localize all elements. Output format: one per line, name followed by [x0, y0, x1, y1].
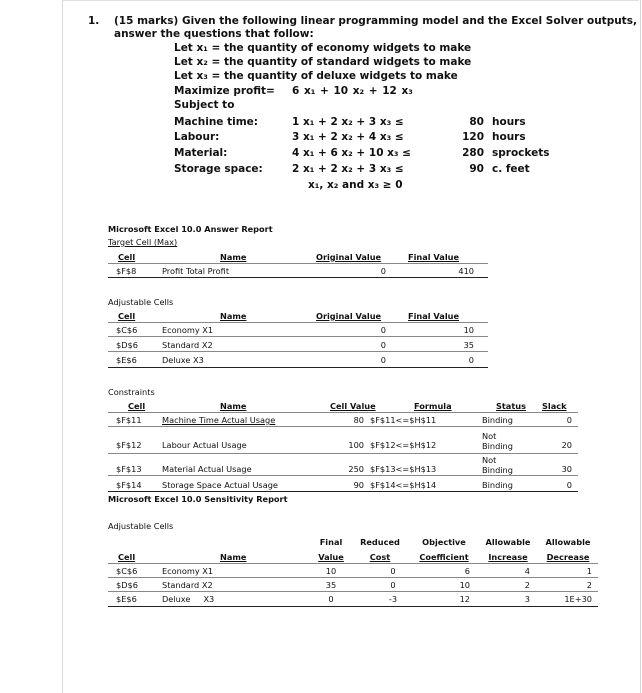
objective-label: Maximize profit	[174, 85, 267, 97]
row-rule	[108, 577, 598, 578]
con-header-slack: Slack	[542, 401, 567, 411]
constraint-label-material: Material:	[174, 147, 228, 159]
con-row-name: Material Actual Usage	[162, 464, 252, 474]
sens-row-objective: 10	[459, 580, 470, 590]
sens-adjustable-title: Adjustable Cells	[108, 521, 174, 531]
adj-row-cell: $D$6	[116, 340, 138, 350]
adj-header-rule	[108, 322, 488, 323]
con-row-status: Binding	[482, 480, 513, 490]
con-row-cell: $F$11	[116, 415, 142, 425]
page-top-border	[62, 0, 639, 1]
sens-row-reduced: 0	[390, 566, 396, 576]
target-header-final: Final Value	[408, 252, 460, 262]
sens-header-objective-2: Coefficient	[419, 552, 469, 562]
constraint-expr-machine: 1 x₁ + 2 x₂ + 3 x₃ ≤	[292, 116, 404, 128]
non-negativity: x₁, x₂ and x₃ ≥ 0	[308, 179, 403, 191]
con-row-name: Storage Space Actual Usage	[162, 480, 278, 490]
sensitivity-report-title: Microsoft Excel 10.0 Sensitivity Report	[108, 494, 288, 504]
sens-row-name: Economy X1	[162, 566, 214, 576]
sens-row-name: Standard X2	[162, 580, 213, 590]
constraint-expr-labour: 3 x₁ + 2 x₂ + 4 x₃ ≤	[292, 131, 404, 143]
con-row-cell: $F$13	[116, 464, 142, 474]
con-row-value: 90	[353, 480, 364, 490]
constraint-unit-machine: hours	[492, 116, 526, 128]
sens-header-objective-1: Objective	[422, 537, 466, 547]
target-row-final: 410	[458, 266, 474, 276]
con-row-cell: $F$14	[116, 480, 142, 490]
con-row-value: 250	[348, 464, 364, 474]
sens-row-decrease: 1	[586, 566, 592, 576]
con-row-formula: $F$12<=$H$12	[370, 440, 437, 450]
con-header-cell: Cell	[128, 401, 146, 411]
constraint-unit-material: sprockets	[492, 147, 550, 159]
sens-header-final-2: Value	[318, 552, 344, 562]
constraints-title: Constraints	[108, 387, 155, 397]
adj-row-cell: $E$6	[116, 355, 137, 365]
sens-header-cell: Cell	[118, 552, 136, 562]
con-row-name: Labour Actual Usage	[162, 440, 247, 450]
row-rule	[108, 426, 578, 427]
sens-row-decrease: 2	[586, 580, 592, 590]
target-header-name: Name	[220, 252, 247, 262]
con-bottom-rule	[108, 491, 578, 492]
adj-header-final: Final Value	[408, 311, 460, 321]
sens-header-name: Name	[220, 552, 247, 562]
target-cell-title: Target Cell (Max)	[108, 237, 178, 247]
sens-row-final: 35	[325, 580, 337, 590]
sens-header-final-1: Final	[319, 537, 343, 547]
sens-bottom-rule	[108, 606, 598, 607]
sens-header-reduced-2: Cost	[369, 552, 391, 562]
con-row-cell: $F$12	[116, 440, 142, 450]
sens-row-increase: 4	[524, 566, 530, 576]
con-row-slack: 0	[566, 415, 572, 425]
con-header-rule	[108, 412, 578, 413]
sens-row-reduced: -3	[388, 594, 398, 604]
con-header-formula: Formula	[414, 401, 452, 411]
con-row-name: Machine Time Actual Usage	[162, 415, 276, 425]
constraint-unit-labour: hours	[492, 131, 526, 143]
constraint-label-machine: Machine time:	[174, 116, 258, 128]
target-header-cell: Cell	[118, 252, 136, 262]
sens-header-reduced-1: Reduced	[360, 537, 400, 547]
constraint-unit-storage: c. feet	[492, 163, 530, 175]
sens-row-cell: $D$6	[116, 580, 138, 590]
con-row-value: 80	[353, 415, 364, 425]
adj-row-name: Standard X2	[162, 340, 213, 350]
adj-header-original: Original Value	[316, 311, 382, 321]
con-row-formula: $F$11<=$H$11	[370, 415, 437, 425]
target-row-original: 0	[380, 266, 386, 276]
sens-header-rule	[108, 563, 598, 564]
con-row-status: Not Binding	[482, 455, 513, 475]
objective-equals: =	[266, 85, 275, 97]
variable-definition-2: Let x₂ = the quantity of standard widgets to make	[174, 56, 472, 68]
row-rule	[108, 475, 578, 476]
constraint-label-labour: Labour:	[174, 131, 220, 143]
sens-row-increase: 2	[524, 580, 530, 590]
con-row-formula: $F$14<=$H$14	[370, 480, 437, 490]
constraint-rhs-labour: 120	[462, 131, 484, 143]
adj-row-final: 0	[468, 355, 474, 365]
con-row-value: 100	[348, 440, 364, 450]
sens-row-reduced: 0	[390, 580, 396, 590]
constraint-expr-material: 4 x₁ + 6 x₂ + 10 x₃ ≤	[292, 147, 411, 159]
adj-row-original: 0	[380, 325, 386, 335]
sens-header-increase-2: Increase	[488, 552, 528, 562]
adj-row-cell: $C$6	[116, 325, 138, 335]
adjustable-cells-title: Adjustable Cells	[108, 297, 174, 307]
answer-report-title: Microsoft Excel 10.0 Answer Report	[108, 224, 273, 234]
target-bottom-rule	[108, 277, 488, 278]
con-row-status: Binding	[482, 415, 513, 425]
constraint-label-storage: Storage space:	[174, 163, 263, 175]
question-number: 1.	[88, 15, 100, 27]
con-row-formula: $F$13<=$H$13	[370, 464, 437, 474]
adj-bottom-rule	[108, 367, 488, 368]
sens-header-decrease-1: Allowable	[545, 537, 591, 547]
question-intro-line2: answer the questions that follow:	[114, 28, 314, 40]
sens-row-increase: 3	[524, 594, 530, 604]
constraint-rhs-storage: 90	[469, 163, 484, 175]
sens-row-objective: 6	[464, 566, 470, 576]
con-header-cellvalue: Cell Value	[330, 401, 376, 411]
adj-row-original: 0	[380, 355, 386, 365]
row-rule	[108, 591, 598, 592]
adj-row-name: Deluxe X3	[162, 355, 204, 365]
target-header-original: Original Value	[316, 252, 382, 262]
sens-row-name: Deluxe X3	[162, 594, 215, 604]
target-row-name: Profit Total Profit	[162, 266, 230, 276]
target-header-rule	[108, 263, 488, 264]
adj-header-cell: Cell	[118, 311, 136, 321]
sens-row-final: 10	[325, 566, 337, 576]
con-row-status: Not Binding	[482, 431, 513, 451]
sens-header-increase-1: Allowable	[485, 537, 531, 547]
con-header-name: Name	[220, 401, 247, 411]
target-row-cell: $F$8	[116, 266, 137, 276]
sens-row-cell: $E$6	[116, 594, 137, 604]
row-rule	[108, 336, 488, 337]
sens-row-final: 0	[328, 594, 334, 604]
row-rule	[108, 351, 488, 352]
constraint-rhs-machine: 80	[469, 116, 484, 128]
constraint-rhs-material: 280	[462, 147, 484, 159]
con-header-status: Status	[496, 401, 526, 411]
con-row-slack: 30	[561, 464, 572, 474]
adj-row-final: 35	[463, 340, 474, 350]
sens-row-decrease: 1E+30	[564, 594, 592, 604]
adj-header-name: Name	[220, 311, 247, 321]
adj-row-name: Economy X1	[162, 325, 214, 335]
variable-definition-1: Let x₁ = the quantity of economy widgets to make	[174, 42, 472, 54]
row-rule	[108, 453, 578, 454]
sens-row-cell: $C$6	[116, 566, 138, 576]
sens-row-objective: 12	[459, 594, 470, 604]
con-row-slack: 0	[566, 480, 572, 490]
subject-to-label: Subject to	[174, 99, 235, 111]
sens-header-decrease-2: Decrease	[546, 552, 590, 562]
adj-row-original: 0	[380, 340, 386, 350]
constraint-expr-storage: 2 x₁ + 2 x₂ + 3 x₃ ≤	[292, 163, 404, 175]
con-row-slack: 20	[561, 440, 572, 450]
variable-definition-3: Let x₃ = the quantity of deluxe widgets to make	[174, 70, 458, 82]
objective-expression: 6 x₁ + 10 x₂ + 12 x₃	[292, 85, 413, 97]
question-intro: (15 marks) Given the following linear programming model and the Excel Solver outputs,	[114, 15, 637, 27]
adj-row-final: 10	[463, 325, 474, 335]
